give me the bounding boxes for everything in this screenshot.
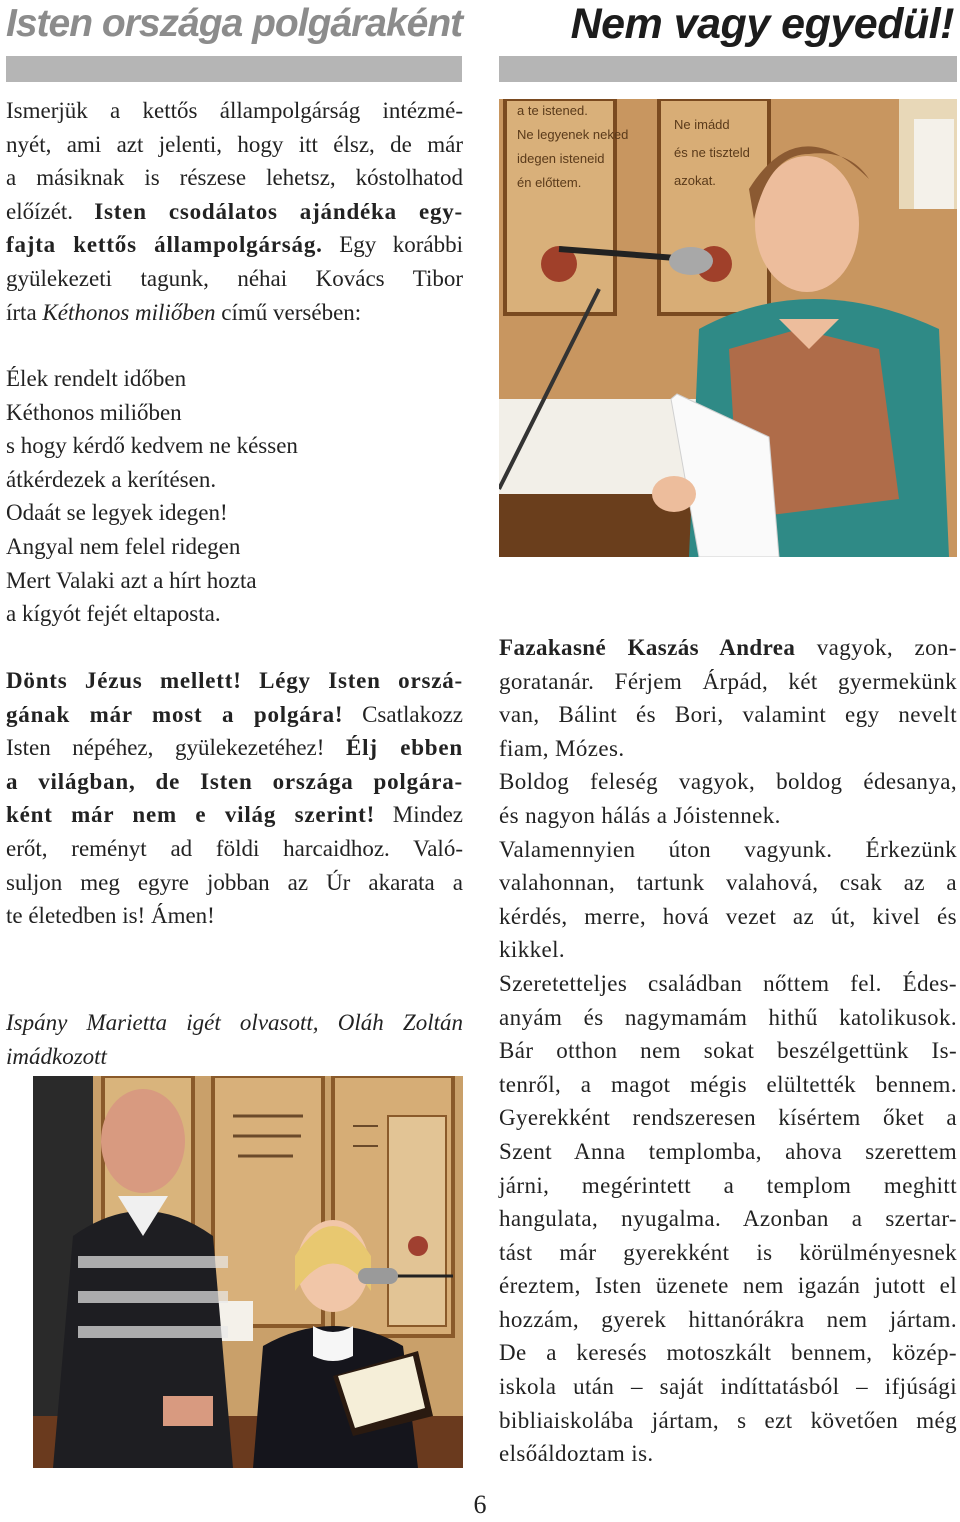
testimony-line: Szeretetteljes családban nőttem fel. Édes- [499, 970, 957, 996]
testimony-line: bibliaiskolába jártam, s ezt követően még [499, 1407, 957, 1433]
testimony-line: valahonnan, tartunk valahová, csak az a [499, 870, 957, 896]
intro-line: Ismerjük a kettős állampolgárság intézmé- [6, 98, 463, 123]
testimony-line: Boldog feleség vagyok, boldog édesanya, [499, 769, 957, 795]
tablet-text: a te istened. [517, 103, 588, 118]
intro-line: a másiknak is részese lehetsz, kóstolhatod [6, 165, 463, 191]
poem-line: Odaát se legyek idegen! [6, 500, 228, 526]
tablet-text: én előttem. [517, 175, 582, 190]
testimony-line: tást már gyerekként is körülményesnek [499, 1239, 957, 1265]
credits-line: imádkozott [6, 1043, 107, 1069]
testimony-line: kérdés, merre, hová vezet az út, kivel és [499, 903, 957, 929]
testimony-line: Valamennyien úton vagyunk. Érkezünk [499, 836, 957, 862]
heading-bar-left [6, 56, 462, 82]
testimony-line: goratanár. Férjem Árpád, két gyermekünk [499, 668, 957, 694]
closing-line: Dönts Jézus mellett! Légy Isten orszá- [6, 668, 463, 693]
poem-line: a kígyót fejét eltaposta. [6, 601, 221, 627]
poem-line: Kéthonos miliőben [6, 399, 182, 425]
tablet-text: és ne tiszteld [674, 145, 750, 160]
testimony-line: és nagyon hálás a Jóistennek. [499, 802, 781, 828]
poem-line: s hogy kérdő kedvem ne késsen [6, 433, 298, 459]
intro-line: írta Kéthonos miliőben című versében: [6, 299, 362, 325]
intro-line: gyülekezeti tagunk, néhai Kovács Tibor [6, 265, 463, 291]
testimony-line: De a keresés motoszkált bennem, közép- [499, 1340, 957, 1366]
heading-bar-right [499, 56, 957, 82]
testimony-line: elsőáldoztam is. [499, 1441, 654, 1467]
testimony-line: Szent Anna templomba, ahova szerettem [499, 1138, 957, 1164]
closing-line: ként már nem e világ szerint! Mindez [6, 802, 464, 828]
poem-line: Élek rendelt időben [6, 366, 187, 391]
closing-line: suljon meg egyre jobban az Úr akarata a [6, 869, 463, 895]
tablet-text: azokat. [674, 173, 716, 188]
testimony-line: Fazakasné Kaszás Andrea vagyok, zon- [499, 635, 957, 660]
intro-line: nyét, ami azt jelenti, hogy itt élsz, de már [6, 131, 463, 157]
testimony-line: van, Bálint és Bori, valamint egy nevelt [499, 702, 957, 728]
page-number: 6 [473, 1490, 487, 1519]
closing-line: a világban, de Isten országa polgára- [6, 768, 463, 794]
closing-line: Isten népéhez, gyülekezetéhez! Élj ebben [6, 735, 463, 761]
intro-line: fajta kettős állampolgárság. Egy korábbi [6, 232, 463, 258]
poem-line: Angyal nem felel ridegen [6, 533, 241, 559]
closing-paragraph [6, 664, 463, 933]
testimony-text [499, 631, 957, 1471]
readers-photo [33, 1076, 463, 1468]
speaker-photo [499, 99, 957, 557]
testimony-line: tenről, a magot mégis elültették bennem. [499, 1071, 957, 1097]
closing-line: gának már most a polgára! Csatlakozz [6, 701, 463, 727]
poem-line: Mert Valaki azt a hírt hozta [6, 567, 257, 593]
testimony-line: Bár otthon nem sokat beszélgettünk Is- [499, 1038, 957, 1064]
testimony-line: hangulata, nyugalma. Azonban a szertar- [499, 1206, 957, 1232]
photo-credits [6, 1006, 463, 1073]
tablet-text: Ne imádd [674, 117, 730, 132]
tablet-text: Ne legyenek neked [517, 127, 629, 142]
testimony-line: iskola után – saját indíttatásból – ifjúsági [499, 1374, 957, 1400]
intro-paragraph [6, 94, 463, 329]
closing-line: te életedben is! Ámen! [6, 903, 215, 929]
poem-line: átkérdezek a kerítésen. [6, 466, 217, 492]
article-heading-left: Isten országa polgáraként [6, 2, 463, 45]
closing-line: erőt, reményt ad földi harcaidhoz. Való- [6, 835, 463, 861]
poem [6, 362, 463, 631]
testimony-line: anyám és nagymamám hithű katolikusok. [499, 1004, 957, 1030]
testimony-line: hozzám, gyerek hittanórákra nem jártam. [499, 1306, 957, 1332]
testimony-line: éreztem, Isten üzenete nem igazán jutott el [499, 1273, 957, 1299]
testimony-line: kikkel. [499, 937, 566, 963]
testimony-line: fiam, Mózes. [499, 735, 625, 761]
testimony-line: járni, megérintett a templom meghitt [499, 1172, 957, 1198]
credits-line: Ispány Marietta igét olvasott, Oláh Zoltán [6, 1010, 463, 1035]
intro-line: előízét. Isten csodálatos ajándéka egy- [6, 198, 464, 224]
article-heading-right: Nem vagy egyedül! [570, 0, 954, 48]
tablet-text: idegen isteneid [517, 151, 605, 166]
testimony-line: Gyerekként rendszeresen kísértem őket a [499, 1105, 957, 1131]
